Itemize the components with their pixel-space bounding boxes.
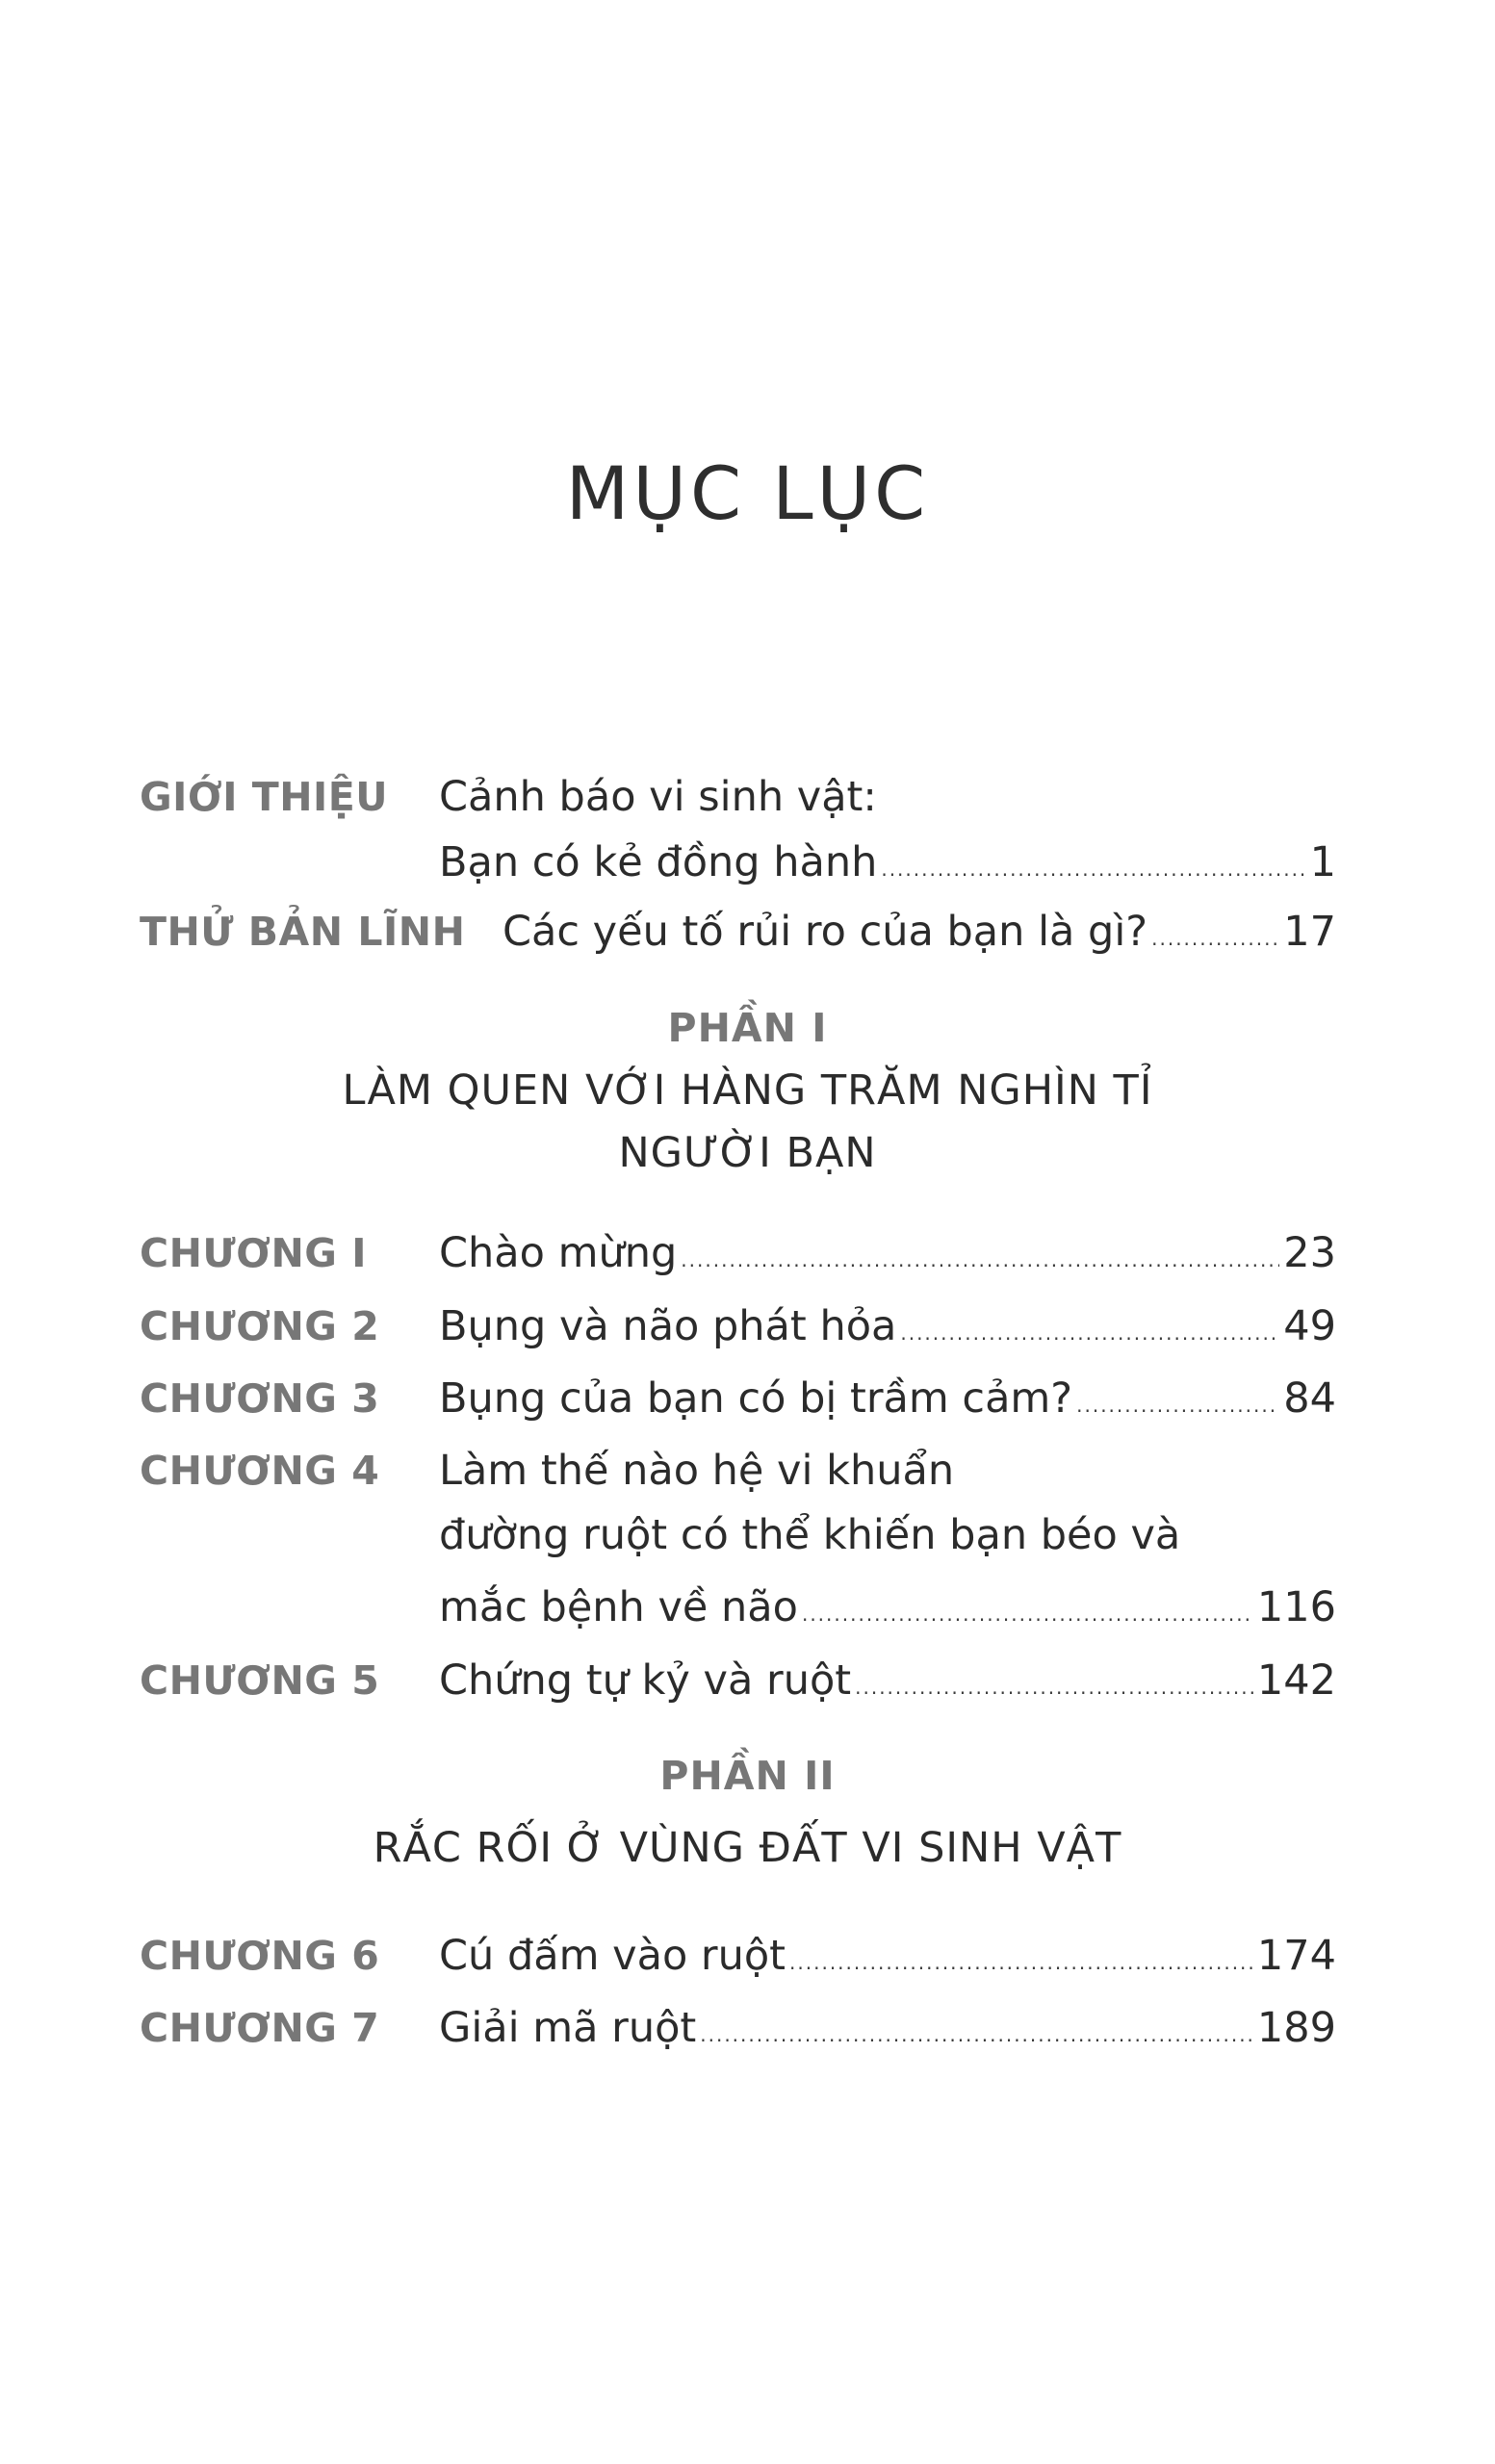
entry-text: Bạn có kẻ đồng hành [439,838,878,886]
chapter-6-label: CHƯƠNG 6 [140,1933,380,1979]
dot-leader [802,1585,1253,1643]
dot-leader [900,1304,1279,1362]
page-number: 189 [1256,2004,1336,2052]
page-number: 174 [1256,1932,1336,1980]
entry-text: Cú đấm vào ruột [439,1932,786,1980]
page-number: 116 [1256,1583,1336,1631]
toc-entry-chapter-7[interactable] [439,1999,1336,2057]
chapter-5-label: CHƯƠNG 5 [140,1657,380,1704]
chapter-3-label: CHƯƠNG 3 [140,1375,380,1422]
toc-entry-test[interactable] [503,903,1336,961]
toc-entry-intro[interactable] [439,834,1336,891]
part-1-title-line2: NGƯỜI BẠN [618,1129,877,1177]
toc-entry-chapter-1[interactable] [439,1224,1336,1282]
test-label: THỬ BẢN LĨNH [140,909,466,955]
dot-leader [681,1231,1279,1289]
entry-text: mắc bệnh về não [439,1583,798,1631]
dot-leader [855,1658,1253,1716]
intro-title-line1: Cảnh báo vi sinh vật: [439,773,877,821]
chapter-7-label: CHƯƠNG 7 [140,2005,380,2051]
entry-text: Bụng và não phát hỏa [439,1302,897,1350]
toc-entry-chapter-3[interactable] [439,1370,1336,1427]
page-number: 142 [1256,1656,1336,1705]
page-number: 84 [1283,1374,1336,1423]
dot-leader [1151,910,1279,967]
dot-leader [789,1934,1253,1991]
chapter-4-title-line1: Làm thế nào hệ vi khuẩn [439,1447,955,1495]
entry-text: Chào mừng [439,1229,678,1277]
part-2-title-line1: RẮC RỐI Ở VÙNG ĐẤT VI SINH VẬT [373,1824,1122,1872]
toc-entry-chapter-2[interactable] [439,1297,1336,1355]
dot-leader [881,840,1305,898]
entry-text: Bụng của bạn có bị trầm cảm? [439,1374,1073,1423]
page-number: 23 [1283,1229,1336,1277]
chapter-4-title-line2: đường ruột có thể khiến bạn béo và [439,1511,1181,1559]
chapter-1-label: CHƯƠNG I [140,1230,367,1276]
entry-text: Các yếu tố rủi ro của bạn là gì? [503,908,1148,956]
chapter-4-label: CHƯƠNG 4 [140,1448,380,1494]
page-title: MỤC LỤC [565,450,930,536]
toc-entry-chapter-5[interactable] [439,1652,1336,1709]
page-number: 17 [1283,908,1336,956]
chapter-2-label: CHƯƠNG 2 [140,1303,380,1349]
entry-text: Giải mã ruột [439,2004,697,2052]
part-1-title-line1: LÀM QUEN VỚI HÀNG TRĂM NGHÌN TỈ [342,1066,1153,1115]
entry-text: Chứng tự kỷ và ruột [439,1656,852,1705]
toc-entry-chapter-4[interactable] [439,1578,1336,1636]
part-2-label: PHẦN II [659,1753,836,1799]
toc-entry-chapter-6[interactable] [439,1927,1336,1985]
dot-leader [1076,1376,1279,1434]
page-number: 49 [1283,1302,1336,1350]
page-number: 1 [1309,838,1336,886]
dot-leader [700,2006,1253,2064]
intro-label: GIỚI THIỆU [140,774,389,820]
part-1-label: PHẦN I [667,1005,828,1051]
